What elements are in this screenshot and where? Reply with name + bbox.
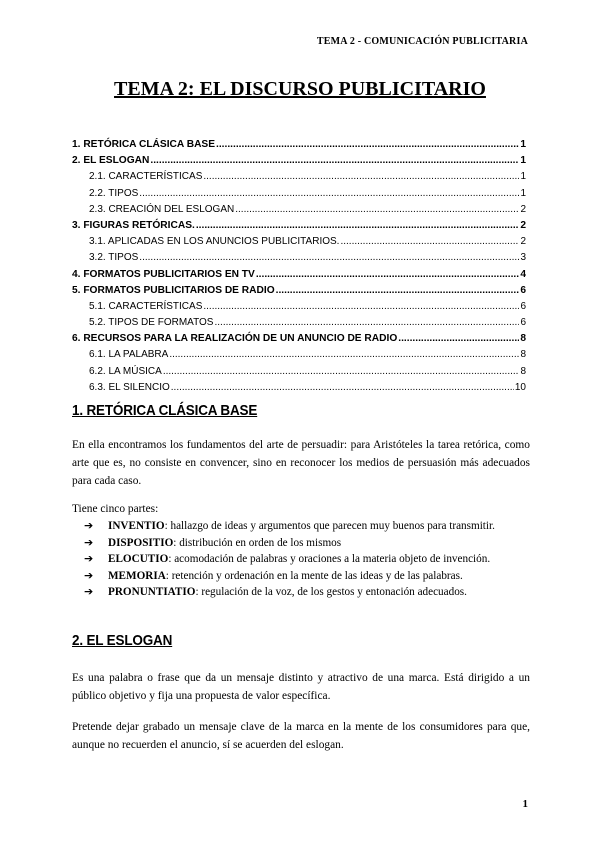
list-item-text: [108, 551, 490, 568]
toc-entry-label: 6.3. EL SILENCIO: [89, 381, 170, 393]
toc-page-number: 1: [520, 171, 526, 183]
list-item-text: [108, 518, 495, 535]
toc-page-number: 2: [520, 203, 526, 215]
toc-leader-dots: [398, 331, 519, 347]
toc-leader-dots: [276, 283, 520, 299]
toc-entry-label: 4. FORMATOS PUBLICITARIOS EN TV: [72, 268, 255, 280]
toc-page-number: 6: [520, 284, 526, 296]
toc-entry-label: 6.1. LA PALABRA: [89, 349, 169, 361]
list-item-term: DISPOSITIO: [108, 536, 174, 549]
page-title: TEMA 2: EL DISCURSO PUBLICITARIO: [114, 78, 486, 100]
toc-leader-dots: [256, 267, 520, 283]
list-item-term: INVENTIO: [108, 520, 165, 532]
toc-entry-label: 2.3. CREACIÓN DEL ESLOGAN: [89, 203, 235, 215]
paragraph: En ella encontramos los fundamentos del arte de persuadir: para Aristóteles la tarea retórica, como arte que es, no consiste en convencer, sino en reconocer los medios de persuasión más adecuados para cada caso.: [72, 439, 530, 487]
list-item-term: PRONUNTIATIO: [108, 586, 196, 598]
toc-entry-label: 6. RECURSOS PARA LA REALIZACIÓN DE UN ANUNCIO DE RADIO: [72, 333, 398, 345]
toc-entry[interactable]: [72, 380, 526, 396]
section-heading-eslogan: 2. EL ESLOGAN: [72, 632, 173, 649]
list-item: [84, 551, 524, 568]
list-item-term: ELOCUTIO: [108, 553, 169, 565]
toc-entry[interactable]: [72, 153, 526, 169]
toc-entry[interactable]: [72, 137, 526, 153]
toc-page-number: 1: [520, 139, 526, 150]
list-item-description: : distribución en orden de los mismos: [173, 536, 342, 549]
toc-page-number: 6: [520, 317, 526, 329]
toc-entry[interactable]: [72, 234, 526, 250]
toc-entry-label: 2.1. CARACTERÍSTICAS: [89, 171, 203, 183]
toc-entry[interactable]: [72, 299, 526, 315]
toc-leader-dots: [235, 202, 519, 218]
toc-page-number: 3: [520, 252, 526, 264]
toc-entry[interactable]: [72, 202, 526, 218]
toc-leader-dots: [214, 315, 519, 331]
toc-page-number: 8: [520, 333, 526, 345]
toc-leader-dots: [139, 186, 519, 202]
toc-page-number: 1: [520, 155, 526, 167]
arrow-icon: ➔: [84, 519, 94, 532]
toc-entry-label: 2. EL ESLOGAN: [72, 155, 150, 167]
toc-leader-dots: [171, 380, 514, 396]
toc-entry-label: 1. RETÓRICA CLÁSICA BASE: [72, 139, 216, 150]
list-item: [84, 584, 524, 601]
paragraph: Es una palabra o frase que da un mensaje distinto y atractivo de una marca. Está dirigido a un público objetivo y fija una propuesta de valor específica.: [72, 672, 530, 702]
toc-page-number: 10: [514, 381, 526, 393]
toc-entry-label: 5.1. CARACTERÍSTICAS: [89, 300, 203, 312]
toc-leader-dots: [203, 299, 519, 315]
section-heading-retorica: 1. RETÓRICA CLÁSICA BASE: [72, 402, 258, 419]
toc-leader-dots: [216, 137, 519, 153]
toc-page-number: 2: [520, 219, 526, 231]
toc-entry-label: 2.2. TIPOS: [89, 187, 139, 199]
toc-leader-dots: [169, 347, 519, 363]
toc-entry[interactable]: [72, 347, 526, 363]
list-item-description: : regulación de la voz, de los gestos y entonación adecuados.: [195, 586, 467, 598]
toc-entry[interactable]: [72, 364, 526, 380]
toc-page-number: 2: [520, 236, 526, 248]
toc-entry[interactable]: [72, 250, 526, 266]
toc-entry-label: 5. FORMATOS PUBLICITARIOS DE RADIO: [72, 284, 275, 296]
toc-entry-label: 3.2. TIPOS: [89, 252, 139, 264]
toc-entry[interactable]: [72, 267, 526, 283]
rhetoric-parts-list: [84, 518, 524, 601]
arrow-icon: ➔: [84, 568, 94, 582]
running-header: TEMA 2 - COMUNICACIÓN PUBLICITARIA: [316, 36, 528, 47]
list-item-term: MEMORIA: [108, 569, 166, 582]
toc-entry-label: 3. FIGURAS RETÓRICAS.: [72, 219, 195, 231]
toc-entry-label: 3.1. APLICADAS EN LOS ANUNCIOS PUBLICITARIOS.: [89, 236, 340, 248]
toc-leader-dots: [139, 250, 519, 266]
toc-entry[interactable]: [72, 186, 526, 202]
table-of-contents: [72, 137, 526, 396]
paragraph: Pretende dejar grabado un mensaje clave de la marca en la mente de los consumidores para que, aunque no recuerden el anuncio, sí se acuerden del eslogan.: [72, 721, 530, 751]
list-item-text: [108, 568, 463, 585]
toc-leader-dots: [163, 364, 520, 380]
list-item-text: [108, 535, 341, 552]
list-item: [84, 568, 524, 585]
arrow-icon: ➔: [84, 535, 94, 549]
list-item-description: : retención y ordenación en la mente de las ideas y de las palabras.: [165, 569, 463, 582]
toc-page-number: 1: [520, 187, 526, 199]
toc-page-number: 4: [520, 268, 526, 280]
list-item: [84, 518, 524, 535]
arrow-icon: ➔: [84, 585, 94, 598]
toc-entry[interactable]: [72, 315, 526, 331]
page-number: 1: [522, 798, 528, 810]
toc-leader-dots: [340, 234, 519, 250]
toc-entry-label: 5.2. TIPOS DE FORMATOS: [89, 317, 214, 329]
toc-entry[interactable]: [72, 218, 526, 234]
list-item-text: [108, 584, 467, 601]
toc-leader-dots: [196, 218, 520, 234]
toc-page-number: 8: [520, 349, 526, 361]
paragraph: Tiene cinco partes:: [72, 503, 159, 515]
list-item: [84, 535, 524, 552]
list-item-description: : acomodación de palabras y oraciones a la materia objeto de invención.: [168, 553, 491, 565]
toc-entry-label: 6.2. LA MÚSICA: [89, 365, 162, 377]
toc-page-number: 6: [520, 300, 526, 312]
list-item-description: : hallazgo de ideas y argumentos que parecen muy buenos para transmitir.: [164, 520, 495, 532]
toc-entry[interactable]: [72, 283, 526, 299]
toc-page-number: 8: [520, 365, 526, 377]
toc-leader-dots: [203, 169, 519, 185]
toc-entry[interactable]: [72, 169, 526, 185]
toc-leader-dots: [150, 153, 519, 169]
toc-entry[interactable]: [72, 331, 526, 347]
arrow-icon: ➔: [84, 552, 94, 565]
